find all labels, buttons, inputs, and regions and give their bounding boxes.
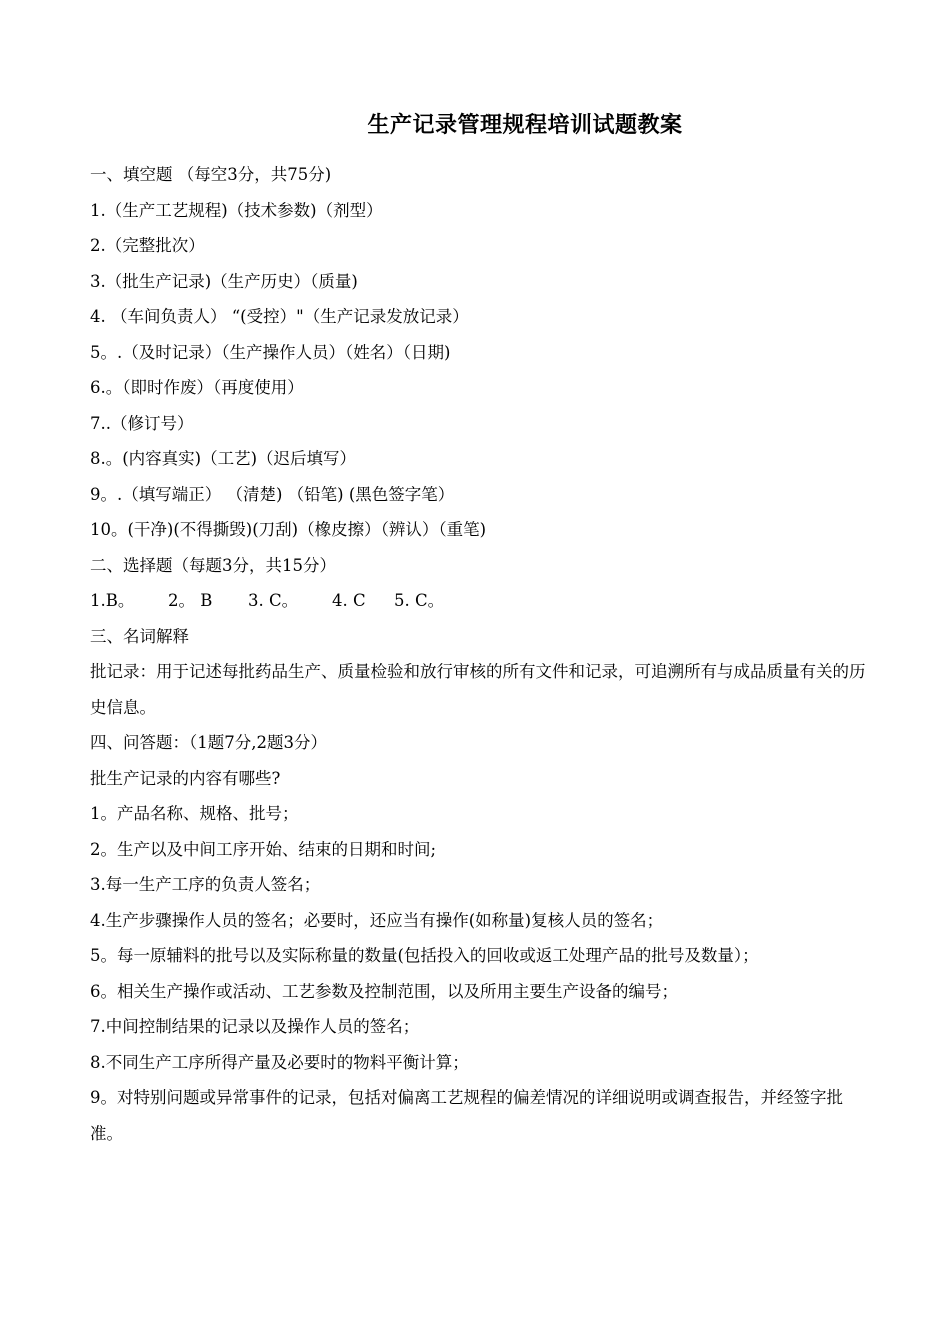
section-heading-short-answer: 四、问答题：（1题7分,2题3分） (90, 733, 327, 752)
document-title: 生产记录管理规程培训试题教案 (367, 112, 683, 138)
fill-blank-answer-9: 9。.（填写端正） （清楚) （铅笔) (黑色签字笔） (90, 484, 455, 504)
choice-answers-row (90, 583, 870, 619)
fill-blank-answer-4: 4. （车间负责人） “(受控）"（生产记录发放记录） (90, 307, 469, 326)
document-body (90, 157, 870, 1151)
fill-blank-answer-5: 5。.（及时记录）（生产操作人员）（姓名）（日期) (90, 342, 451, 362)
section-heading-fill-blank: 一、填空题 （每空3分，共75分) (90, 165, 332, 184)
short-answer-item-3: 3.每一生产工序的负责人签名； (90, 875, 321, 894)
short-answer-item-7: 7.中间控制结果的记录以及操作人员的签名； (90, 1017, 420, 1036)
short-answer-item-5: 5。每一原辅料的批号以及实际称量的数量(包括投入的回收或返工处理产品的批号及数量）； (90, 946, 759, 965)
choice-answer-2: 2。 B (168, 591, 213, 610)
fill-blank-answer-3: 3.（批生产记录)（生产历史）（质量) (90, 271, 358, 291)
fill-blank-answer-10: 10。(干净)(不得撕毁)(刀刮)（橡皮擦）（辨认）（重笔) (90, 520, 487, 539)
short-answer-item-4: 4.生产步骤操作人员的签名；必要时，还应当有操作(如称量)复核人员的签名； (90, 910, 664, 930)
choice-answer-5: 5. C。 (394, 591, 445, 610)
short-answer-question: 批生产记录的内容有哪些? (90, 768, 281, 788)
fill-blank-answer-7: 7..（修订号） (90, 413, 194, 433)
section-heading-multiple-choice: 二、选择题（每题3分，共15分） (90, 555, 336, 575)
fill-blank-answer-8: 8.。(内容真实)（工艺)（迟后填写） (90, 449, 357, 468)
fill-blank-answer-2: 2.（完整批次） (90, 236, 205, 255)
choice-answer-3: 3. C。 (248, 591, 299, 610)
choice-answer-1: 1.B。 (90, 591, 135, 610)
short-answer-item-1: 1。产品名称、规格、批号； (90, 804, 299, 823)
term-definition-paragraph: 批记录：用于记述每批药品生产、质量检验和放行审核的所有文件和记录，可追溯所有与成品质量有关的历史信息。 (90, 662, 866, 717)
section-heading-term-explanation: 三、名词解释 (90, 626, 189, 646)
short-answer-item-2: 2。生产以及中间工序开始、结束的日期和时间; (90, 839, 437, 859)
short-answer-item-9: 9。对特别问题或异常事件的记录，包括对偏离工艺规程的偏差情况的详细说明或调查报告，并经签字批准。 (90, 1088, 843, 1143)
choice-answer-4: 4. C (332, 591, 366, 610)
short-answer-item-6: 6。相关生产操作或活动、工艺参数及控制范围，以及所用主要生产设备的编号； (90, 981, 678, 1001)
short-answer-item-8: 8.不同生产工序所得产量及必要时的物料平衡计算； (90, 1052, 469, 1072)
fill-blank-answer-1: 1.（生产工艺规程)（技术参数)（剂型） (90, 200, 383, 220)
fill-blank-answer-6: 6.。（即时作废）（再度使用） (90, 378, 304, 397)
